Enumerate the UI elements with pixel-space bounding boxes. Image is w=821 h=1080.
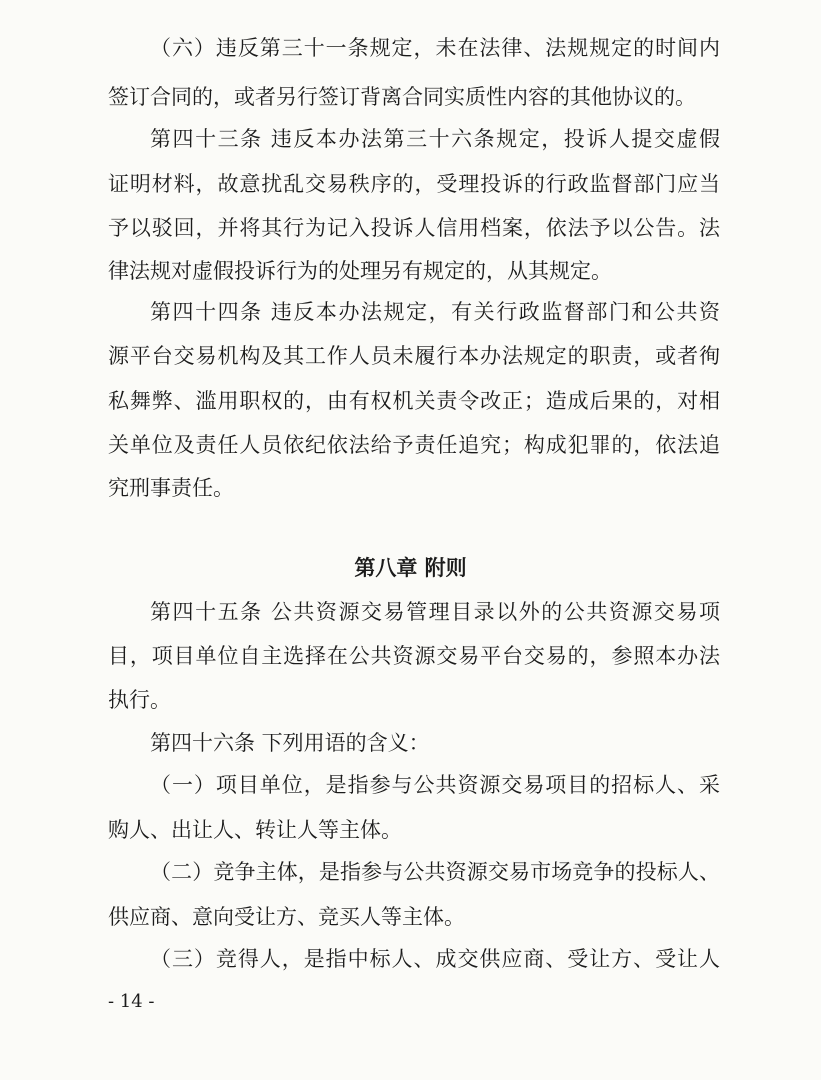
paragraph-line: （一）项目单位，是指参与公共资源交易项目的招标人、采 — [150, 773, 720, 797]
paragraph-line: 购人、出让人、转让人等主体。 — [108, 818, 402, 842]
page-number: - 14 - — [108, 991, 155, 1012]
paragraph-line: 第四十六条 下列用语的含义： — [150, 731, 430, 755]
paragraph-line: （六）违反第三十一条规定，未在法律、法规规定的时间内 — [150, 36, 720, 60]
paragraph-line: 第四十四条 违反本办法规定，有关行政监督部门和公共资 — [150, 300, 720, 324]
paragraph-line: 私舞弊、滥用职权的，由有权机关责令改正；造成后果的，对相 — [108, 389, 720, 413]
paragraph-line: （二）竞争主体，是指参与公共资源交易市场竞争的投标人、 — [150, 860, 720, 884]
paragraph-line: 第四十五条 公共资源交易管理目录以外的公共资源交易项 — [150, 600, 720, 624]
paragraph-line: 源平台交易机构及其工作人员未履行本办法规定的职责，或者徇 — [108, 344, 720, 368]
chapter-heading: 第八章 附则 — [354, 556, 467, 580]
paragraph-line: 律法规对虚假投诉行为的处理另有规定的，从其规定。 — [108, 259, 612, 283]
paragraph-line: 予以驳回，并将其行为记入投诉人信用档案，依法予以公告。法 — [108, 216, 720, 240]
paragraph-line: 证明材料，故意扰乱交易秩序的，受理投诉的行政监督部门应当 — [108, 172, 720, 196]
paragraph-line: 供应商、意向受让方、竞买人等主体。 — [108, 905, 465, 929]
paragraph-line: 关单位及责任人员依纪依法给予责任追究；构成犯罪的，依法追 — [108, 433, 720, 457]
paragraph-line: （三）竞得人，是指中标人、成交供应商、受让方、受让人 — [150, 947, 720, 971]
paragraph-line: 执行。 — [108, 688, 171, 712]
paragraph-line: 第四十三条 违反本办法第三十六条规定，投诉人提交虚假 — [150, 127, 720, 151]
paragraph-line: 签订合同的，或者另行签订背离合同实质性内容的其他协议的。 — [108, 85, 696, 109]
paragraph-line: 目，项目单位自主选择在公共资源交易平台交易的，参照本办法 — [108, 644, 720, 668]
paragraph-line: 究刑事责任。 — [108, 476, 234, 500]
